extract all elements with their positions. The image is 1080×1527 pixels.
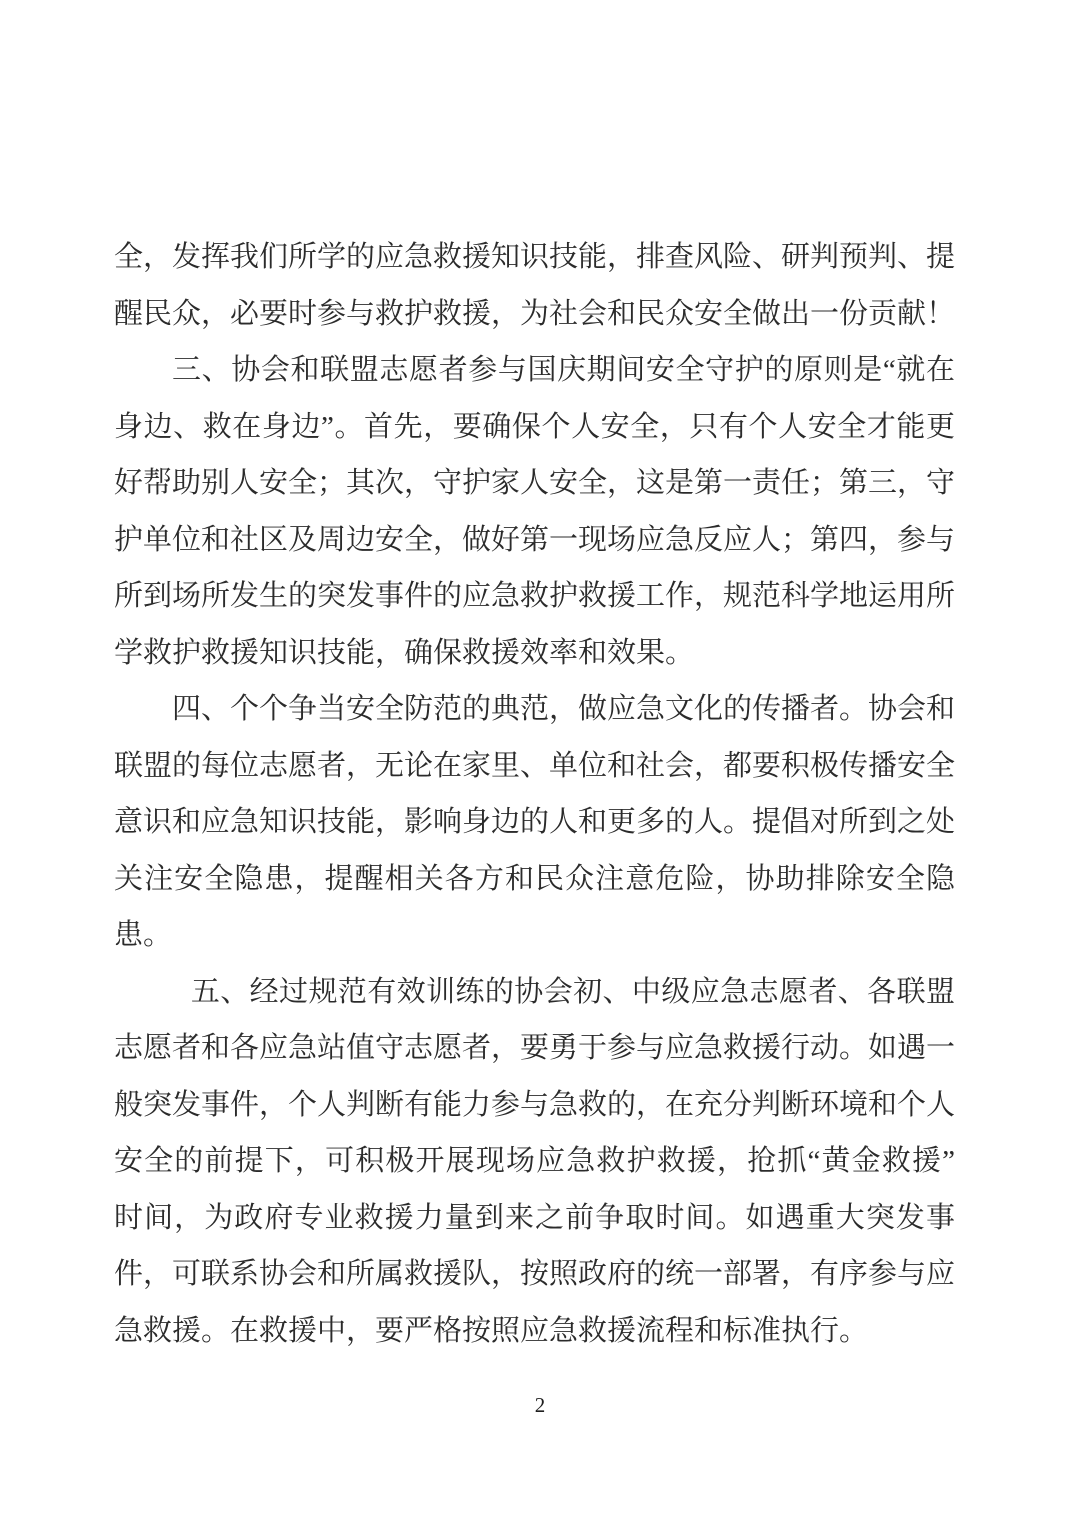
page-number: 2 bbox=[534, 1393, 546, 1417]
text-line-12: 关注安全隐患，提醒相关各方和民众注意危险，协助排除安全隐 bbox=[114, 862, 955, 895]
text-line-17: 安全的前提下，可积极开展现场应急救护救援，抢抓“黄金救援” bbox=[114, 1145, 955, 1177]
text-line-6: 护单位和社区及周边安全，做好第一现场应急反应人；第四，参与 bbox=[114, 523, 956, 556]
text-line-15: 志愿者和各应急站值守志愿者，要勇于参与应急救援行动。如遇一 bbox=[114, 1032, 956, 1064]
text-line-4: 身边、救在身边”。首先，要确保个人安全，只有个人安全才能更 bbox=[114, 410, 955, 443]
text-line-9: 四、个个争当安全防范的典范，做应急文化的传播者。协会和 bbox=[172, 693, 956, 725]
text-line-10: 联盟的每位志愿者，无论在家里、单位和社会，都要积极传播安全 bbox=[114, 749, 956, 782]
text-line-2: 醒民众，必要时参与救护救援，为社会和民众安全做出一份贡献！ bbox=[114, 297, 956, 330]
text-line-8: 学救护救援知识技能，确保救援效率和效果。 bbox=[114, 636, 695, 669]
text-line-18: 时间，为政府专业救援力量到来之前争取时间。如遇重大突发事 bbox=[114, 1201, 955, 1234]
text-line-19: 件，可联系协会和所属救援队，按照政府的统一部署，有序参与应 bbox=[114, 1258, 956, 1290]
text-line-1: 全，发挥我们所学的应急救援知识技能，排查风险、研判预判、提 bbox=[114, 241, 956, 273]
text-line-5: 好帮助别人安全；其次，守护家人安全，这是第一责任；第三，守 bbox=[114, 467, 956, 499]
text-line-16: 般突发事件，个人判断有能力参与急救的，在充分判断环境和个人 bbox=[114, 1088, 956, 1121]
text-line-20: 急救援。在救援中，要严格按照应急救援流程和标准执行。 bbox=[114, 1314, 869, 1347]
text-line-13: 患。 bbox=[114, 919, 173, 951]
text-line-11: 意识和应急知识技能，影响身边的人和更多的人。提倡对所到之处 bbox=[114, 806, 956, 838]
text-line-7: 所到场所发生的突发事件的应急救护救援工作，规范科学地运用所 bbox=[114, 580, 956, 612]
text-line-14: 五、经过规范有效训练的协会初、中级应急志愿者、各联盟 bbox=[190, 975, 955, 1008]
text-line-3: 三、协会和联盟志愿者参与国庆期间安全守护的原则是“就在 bbox=[172, 354, 955, 386]
document-body bbox=[114, 229, 955, 1359]
